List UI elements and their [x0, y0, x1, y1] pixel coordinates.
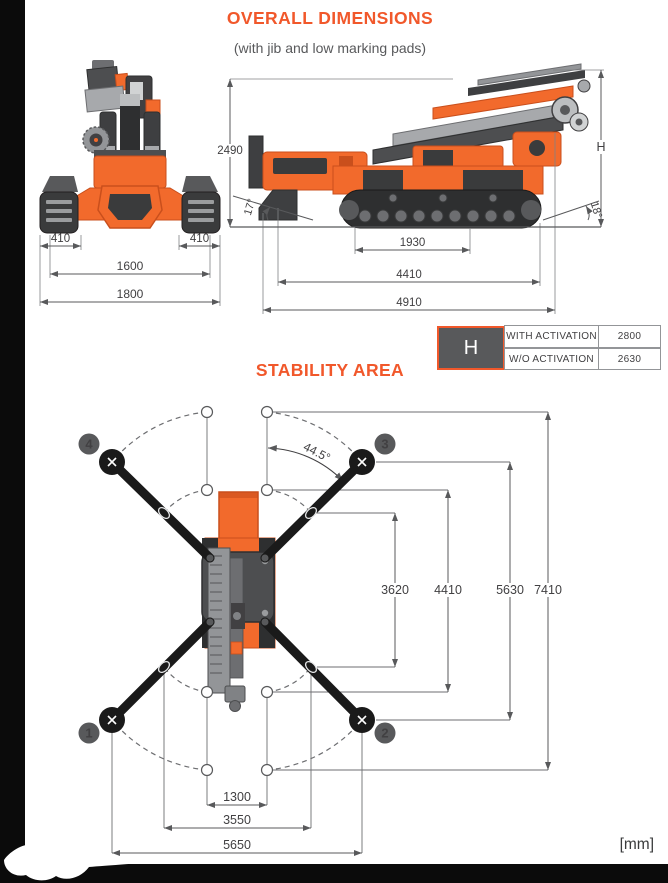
- dim-track-width-left: 410: [50, 233, 71, 245]
- front-view-dimensions: [40, 233, 220, 306]
- deck-detail-2: [463, 170, 523, 190]
- dim-height-2490: 2490: [217, 145, 243, 157]
- side-view-diagram: [213, 58, 623, 320]
- right-track-stripe: [188, 200, 214, 204]
- stability-reference-lines: [112, 412, 548, 853]
- pulley-hub-small: [576, 119, 583, 126]
- upper-body-edge: [219, 492, 258, 498]
- dim-pad-span-h: 5650: [223, 838, 251, 852]
- dim-inner-span-v: 3620: [381, 583, 409, 597]
- slew-gear-center: [94, 138, 98, 142]
- front-angle-label: 17°: [241, 197, 259, 217]
- swing-angle-label: 44.5°: [301, 439, 333, 465]
- beam-pivot: [206, 618, 214, 626]
- dim-overall-length: 4910: [396, 297, 422, 309]
- turret-bolt: [262, 610, 268, 616]
- front-body-detail: [339, 156, 353, 166]
- right-track-stripe: [188, 209, 214, 213]
- dim-overall-width: 1800: [116, 287, 144, 301]
- boom-light-block: [85, 86, 125, 112]
- side-view-illustration: [249, 64, 590, 228]
- turret-side-window: [423, 150, 453, 166]
- dim-max-span-v: 7410: [534, 583, 562, 597]
- rear-angle-label: 18°: [587, 200, 605, 220]
- rear-angle-arc: [586, 206, 589, 220]
- turret-body: [94, 156, 166, 188]
- beam-pivot: [261, 618, 269, 626]
- height-table-symbol: H: [437, 326, 505, 370]
- units-label: [mm]: [619, 836, 654, 853]
- dim-chassis-length: 4410: [396, 269, 422, 281]
- left-track-stripe: [46, 218, 72, 222]
- badge-1-number: 1: [85, 725, 93, 741]
- left-page-bar: [0, 0, 25, 883]
- height-table-value-2: 2630: [598, 348, 661, 370]
- stability-title: STABILITY AREA: [255, 360, 405, 380]
- page-title: OVERALL DIMENSIONS: [226, 8, 434, 28]
- outrigger-beam-4: [118, 468, 210, 558]
- left-track-stripe: [46, 209, 72, 213]
- beam-pivot: [261, 554, 269, 562]
- boom-head: [225, 686, 245, 702]
- boom-tip-pulley: [230, 701, 241, 712]
- front-view-illustration: [40, 60, 220, 233]
- deck-detail-1: [363, 170, 403, 190]
- stability-dimension-lines: [112, 412, 548, 853]
- dim-pad-span-v: 5630: [496, 583, 524, 597]
- height-table-value-1: 2800: [598, 325, 661, 348]
- front-post: [249, 136, 263, 188]
- badge-2-number: 2: [381, 725, 389, 741]
- front-view-diagram: [30, 60, 230, 312]
- right-track-stripe: [188, 218, 214, 222]
- page-subtitle: (with jib and low marking pads): [233, 40, 427, 56]
- stability-area-diagram: [30, 398, 660, 860]
- left-track-riser: [42, 176, 78, 192]
- dim-mid-span-h: 3550: [223, 813, 251, 827]
- dim-track-width-right: 410: [189, 233, 210, 245]
- top-view-illustration: [202, 492, 275, 712]
- sprocket-rear: [521, 200, 541, 220]
- counterweight-hub: [529, 140, 545, 156]
- sprocket-front: [339, 200, 359, 220]
- beam-pivot: [206, 554, 214, 562]
- boom-winch-drum: [233, 612, 241, 620]
- center-boom-top: [120, 94, 140, 106]
- badge-4-number: 4: [85, 436, 93, 452]
- pulley-hub: [560, 105, 570, 115]
- dim-height-symbol: H: [596, 140, 606, 154]
- height-table-label-1: WITH ACTIVATION: [504, 325, 599, 348]
- left-track-stripe: [46, 200, 72, 204]
- front-body-window: [273, 158, 327, 174]
- height-table-label-2: W/O ACTIVATION: [504, 348, 599, 370]
- outrigger-beam-2: [265, 622, 356, 714]
- badge-3-number: 3: [381, 436, 389, 452]
- dim-inner-span-h: 1300: [223, 790, 251, 804]
- dim-track-contact: 1930: [399, 237, 426, 249]
- boom-orange-detail: [231, 642, 242, 654]
- dim-inner-width: 1600: [116, 259, 144, 273]
- jib-pulley: [578, 80, 590, 92]
- dim-chassis-span-v: 4410: [434, 583, 462, 597]
